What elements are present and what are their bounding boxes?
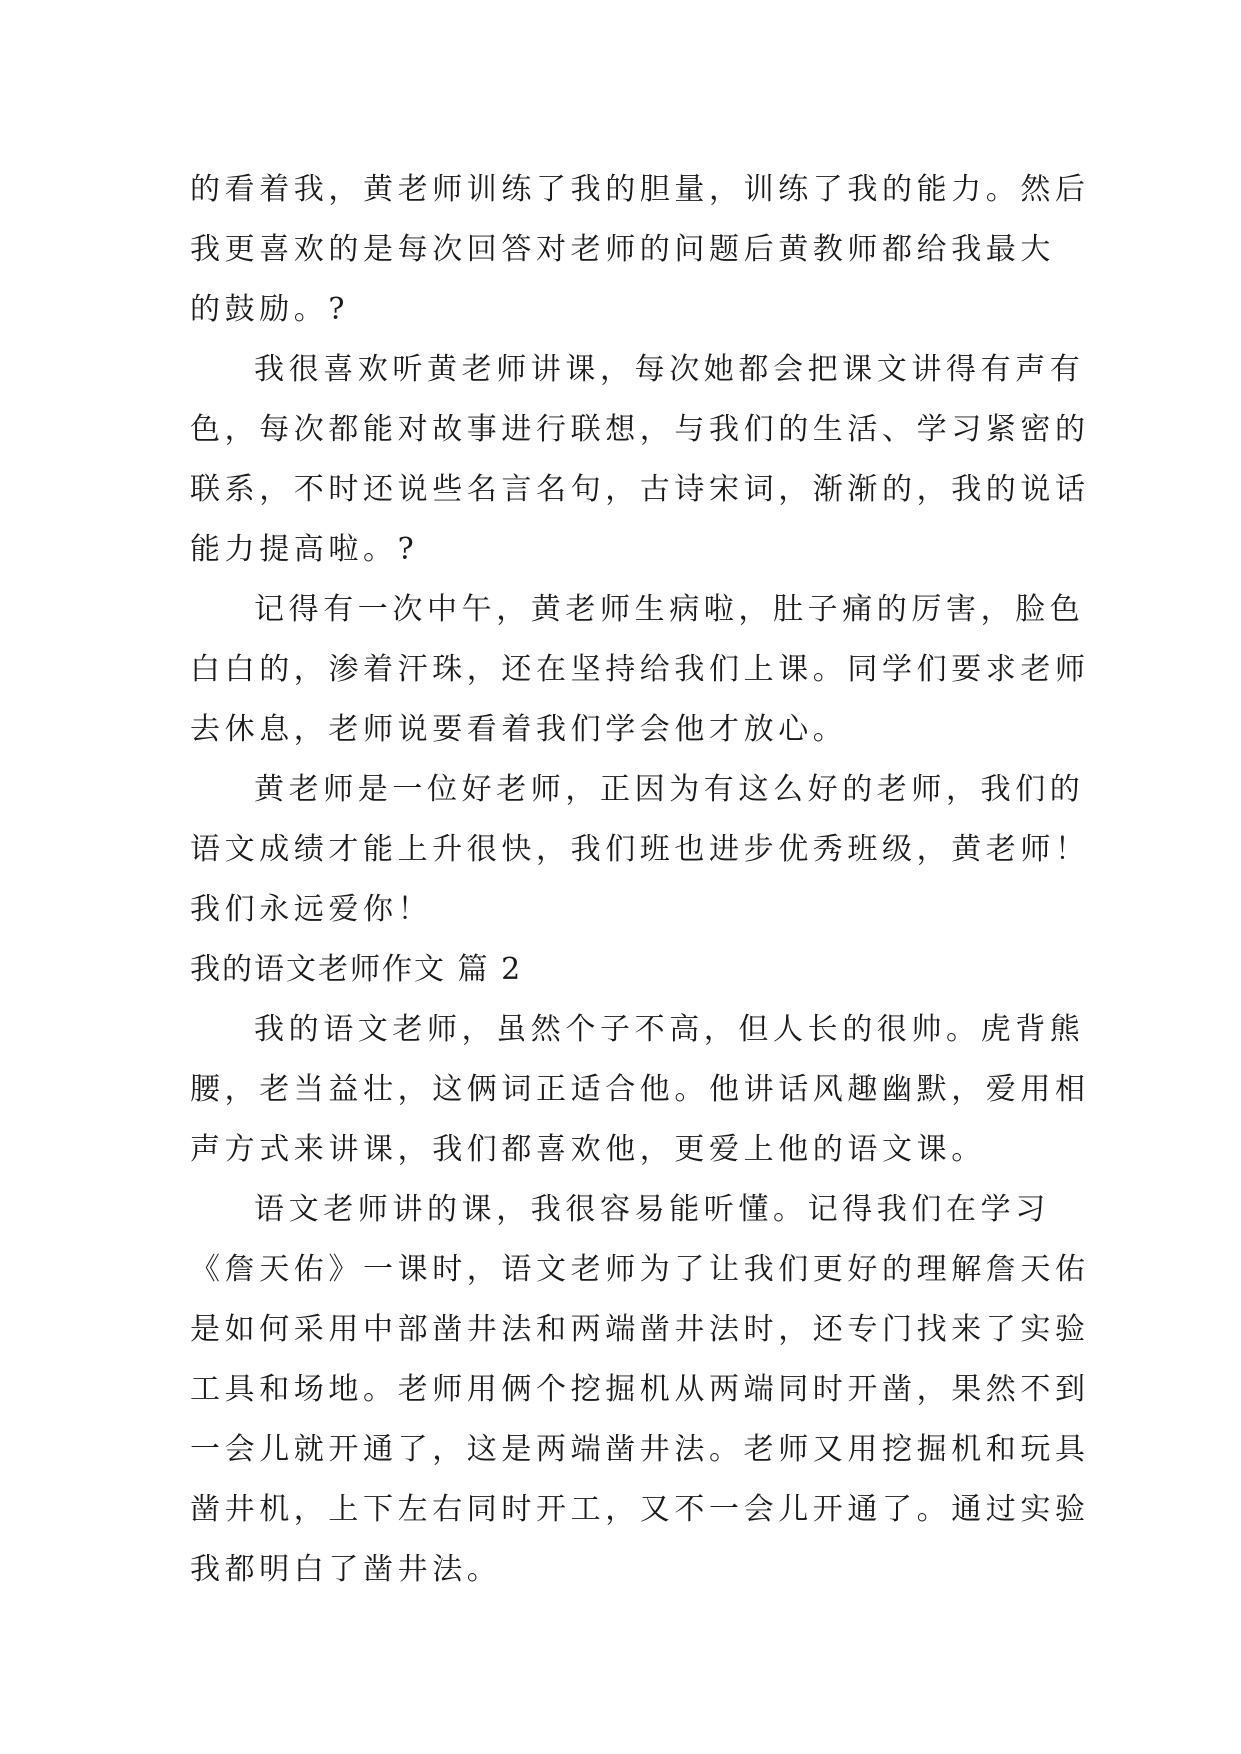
text-line: 腰，老当益壮，这俩词正适合他。他讲话风趣幽默，爱用相	[190, 1072, 1090, 1107]
section-heading: 我的语文老师作文 篇 2	[190, 952, 523, 987]
paragraph-first-line: 语文老师讲的课，我很容易能听懂。记得我们在学习	[254, 1192, 1050, 1227]
text-line: 声方式来讲课，我们都喜欢他，更爱上他的语文课。	[190, 1132, 986, 1167]
paragraph-first-line: 我的语文老师，虽然个子不高，但人长的很帅。虎背熊	[254, 1012, 1085, 1047]
text-line: 白白的，渗着汗珠，还在坚持给我们上课。同学们要求老师	[190, 652, 1090, 687]
text-line: 联系，不时还说些名言名句，古诗宋词，渐渐的，我的说话	[190, 472, 1090, 507]
text-line: 我更喜欢的是每次回答对老师的问题后黄教师都给我最大	[190, 232, 1055, 267]
text-line: 《詹天佑》一课时，语文老师为了让我们更好的理解詹天佑	[190, 1252, 1090, 1287]
text-line: 是如何采用中部凿井法和两端凿井法时，还专门找来了实验	[190, 1312, 1090, 1347]
text-line: 语文成绩才能上升很快，我们班也进步优秀班级，黄老师！	[190, 832, 1090, 867]
text-line: 的鼓励。?	[190, 292, 350, 327]
text-line: 一会儿就开通了，这是两端凿井法。老师又用挖掘机和玩具	[190, 1432, 1090, 1467]
text-line: 我都明白了凿井法。	[190, 1552, 502, 1587]
paragraph-first-line: 记得有一次中午，黄老师生病啦，肚子痛的厉害，脸色	[254, 592, 1085, 627]
document-page	[190, 160, 1090, 1600]
paragraph-first-line: 黄老师是一位好老师，正因为有这么好的老师，我们的	[254, 772, 1085, 807]
text-line: 的看着我，黄老师训练了我的胆量，训练了我的能力。然后	[190, 172, 1090, 207]
text-line: 我们永远爱你！	[190, 892, 433, 927]
text-line: 凿井机，上下左右同时开工，又不一会儿开通了。通过实验	[190, 1492, 1090, 1527]
text-line: 能力提高啦。?	[190, 532, 419, 567]
text-line: 工具和场地。老师用俩个挖掘机从两端同时开凿，果然不到	[190, 1372, 1090, 1407]
text-line: 色，每次都能对故事进行联想，与我们的生活、学习紧密的	[190, 412, 1090, 447]
text-line: 去休息，老师说要看着我们学会他才放心。	[190, 712, 848, 747]
paragraph-first-line: 我很喜欢听黄老师讲课，每次她都会把课文讲得有声有	[254, 352, 1085, 387]
